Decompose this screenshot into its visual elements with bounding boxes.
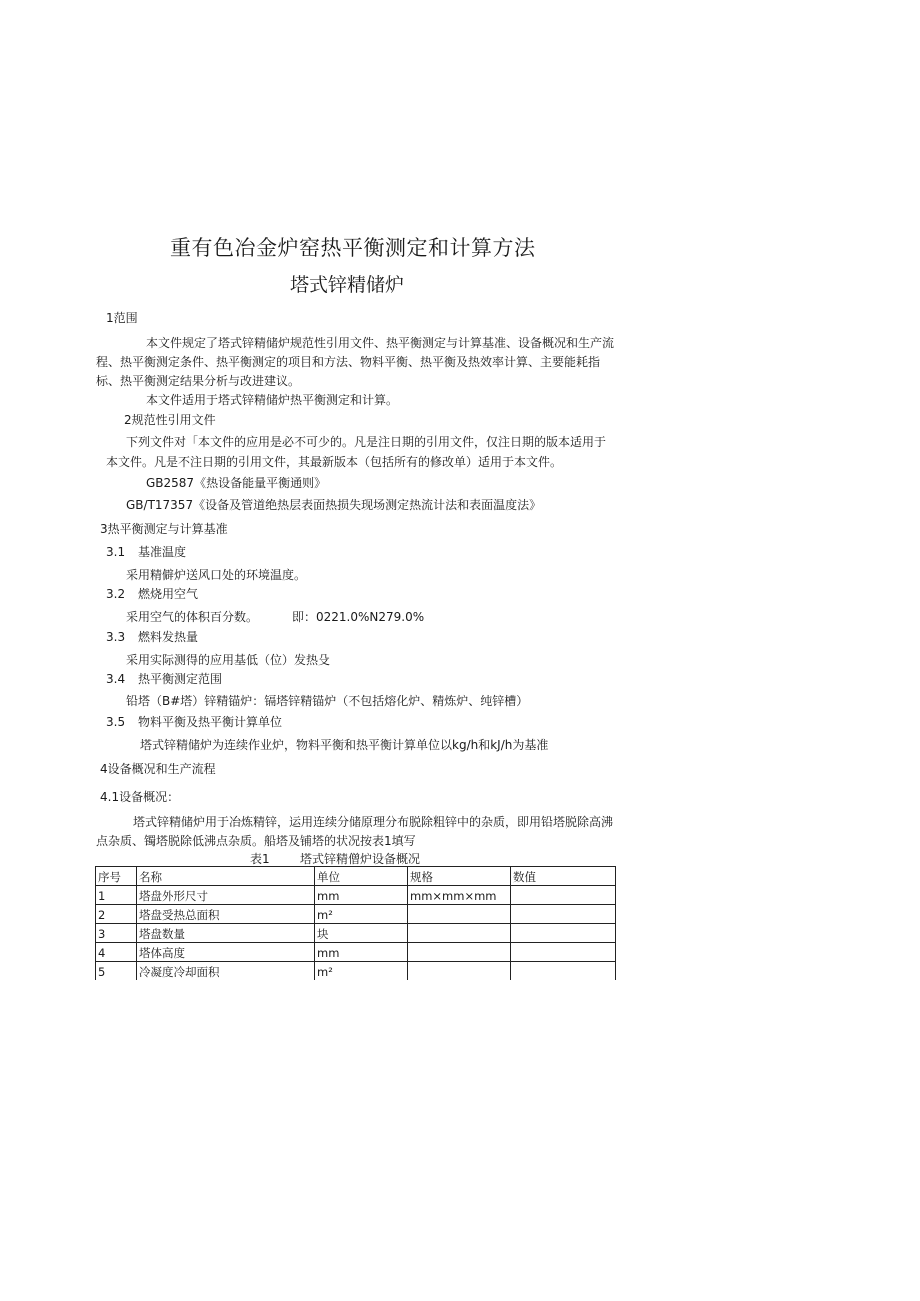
section-3-3-text: 采用实际测得的应用基低（位）发热殳 bbox=[126, 653, 331, 667]
reference-gbt17357: GB/T17357《设备及管道绝热层表面热损失现场测定热流计法和表面温度法》 bbox=[126, 498, 542, 512]
table-1-caption-title: 塔式锌精僧炉设备概况 bbox=[300, 852, 421, 866]
section-4-1-paragraph-line-2: 点杂质、镯塔脱除低沸点杂质。船塔及铺塔的状况按表1填写 bbox=[96, 834, 416, 848]
table-1-caption-number: 表1 bbox=[250, 852, 270, 866]
table-row bbox=[96, 943, 616, 962]
section-3-5-text: 塔式锌精储炉为连续作业炉，物料平衡和热平衡计算单位以kg/h和kJ/h为基准 bbox=[140, 738, 549, 752]
section-3-4-title: 热平衡测定范围 bbox=[138, 672, 223, 686]
table-cell-value bbox=[511, 962, 616, 981]
section-2-paragraph-line-2: 本文件。凡是不注日期的引用文件，其最新版本（包括所有的修改单）适用于本文件。 bbox=[106, 455, 563, 469]
table-cell-name: 冷凝度冷却面积 bbox=[137, 962, 315, 981]
column-header-unit: 单位 bbox=[315, 867, 408, 886]
section-4-heading: 4设备概况和生产流程 bbox=[100, 762, 216, 776]
column-header-name: 名称 bbox=[137, 867, 315, 886]
section-3-4-number: 3.4 bbox=[106, 672, 126, 686]
section-1-paragraph-line-3: 标、热平衡测定结果分析与改进建议。 bbox=[96, 374, 301, 388]
table-cell-index: 1 bbox=[96, 886, 137, 905]
section-4-1-paragraph-line-1: 塔式锌精储炉用于冶炼精锌，运用连续分储原理分布脱除粗锌中的杂质，即用铅塔脱除高沸 bbox=[133, 815, 614, 829]
table-cell-name: 塔盘受热总面积 bbox=[137, 905, 315, 924]
table-cell-spec bbox=[408, 962, 511, 981]
document-title: 重有色冶金炉窑热平衡测定和计算方法 bbox=[170, 236, 536, 260]
section-2-paragraph-line-1: 下列文件对「本文件的应用是必不可少的。凡是注日期的引用文件，仅注日期的版本适用于 bbox=[126, 435, 607, 449]
table-cell-unit: mm bbox=[315, 943, 408, 962]
table-cell-value bbox=[511, 905, 616, 924]
column-header-value: 数值 bbox=[511, 867, 616, 886]
section-3-3-title: 燃料发热量 bbox=[138, 630, 199, 644]
table-row bbox=[96, 924, 616, 943]
table-cell-value bbox=[511, 943, 616, 962]
table-cell-name: 塔盘数量 bbox=[137, 924, 315, 943]
section-3-5-number: 3.5 bbox=[106, 715, 126, 729]
table-header-row bbox=[96, 867, 616, 886]
table-cell-unit: m² bbox=[315, 962, 408, 981]
table-cell-spec bbox=[408, 924, 511, 943]
section-3-1-text: 采用精僻炉送风口处的环境温度。 bbox=[126, 568, 307, 582]
section-1-paragraph-line-1: 本文件规定了塔式锌精储炉规范性引用文件、热平衡测定与计算基准、设备概况和生产流 bbox=[146, 336, 615, 350]
table-cell-name: 塔体高度 bbox=[137, 943, 315, 962]
table-cell-unit: 块 bbox=[315, 924, 408, 943]
table-cell-value bbox=[511, 886, 616, 905]
table-row bbox=[96, 905, 616, 924]
section-3-2-title: 燃烧用空气 bbox=[138, 587, 199, 601]
table-cell-unit: mm bbox=[315, 886, 408, 905]
section-1-paragraph-line-2: 程、热平衡测定条件、热平衡测定的项目和方法、物料平衡、热平衡及热效率计算、主要能耗指 bbox=[96, 355, 601, 369]
table-cell-spec bbox=[408, 943, 511, 962]
section-3-1-number: 3.1 bbox=[106, 545, 126, 559]
equipment-overview-table bbox=[95, 866, 616, 980]
section-3-4-text: 铅塔（B#塔）锌精锚炉：镉塔锌精锚炉（不包括熔化炉、精炼炉、纯锌槽） bbox=[126, 694, 529, 708]
section-3-1-title: 基准温度 bbox=[138, 545, 187, 559]
table-cell-spec bbox=[408, 905, 511, 924]
section-3-2-number: 3.2 bbox=[106, 587, 126, 601]
section-3-heading: 3热平衡测定与计算基准 bbox=[100, 522, 228, 536]
section-2-heading: 2规范性引用文件 bbox=[124, 413, 216, 427]
table-cell-value bbox=[511, 924, 616, 943]
table-cell-unit: m² bbox=[315, 905, 408, 924]
column-header-index: 序号 bbox=[96, 867, 137, 886]
section-3-5-title: 物料平衡及热平衡计算单位 bbox=[138, 715, 283, 729]
section-4-1-heading: 4.1设备概况： bbox=[100, 790, 180, 804]
section-1-heading: 1范围 bbox=[106, 311, 138, 325]
reference-gb2587: GB2587《热设备能量平衡通则》 bbox=[146, 476, 327, 490]
table-row bbox=[96, 962, 616, 981]
table-cell-index: 4 bbox=[96, 943, 137, 962]
table-row bbox=[96, 886, 616, 905]
section-1-scope-line: 本文件适用于塔式锌精储炉热平衡测定和计算。 bbox=[146, 393, 399, 407]
column-header-spec: 规格 bbox=[408, 867, 511, 886]
document-subtitle: 塔式锌精储炉 bbox=[290, 274, 405, 296]
section-3-2-value: 即：0221.0%N279.0% bbox=[292, 610, 425, 624]
section-3-2-text: 采用空气的体积百分数。 bbox=[126, 610, 259, 624]
table-cell-index: 5 bbox=[96, 962, 137, 981]
table-cell-name: 塔盘外形尺寸 bbox=[137, 886, 315, 905]
table-cell-spec: mm×mm×mm bbox=[408, 886, 511, 905]
table-cell-index: 2 bbox=[96, 905, 137, 924]
table-cell-index: 3 bbox=[96, 924, 137, 943]
section-3-3-number: 3.3 bbox=[106, 630, 126, 644]
